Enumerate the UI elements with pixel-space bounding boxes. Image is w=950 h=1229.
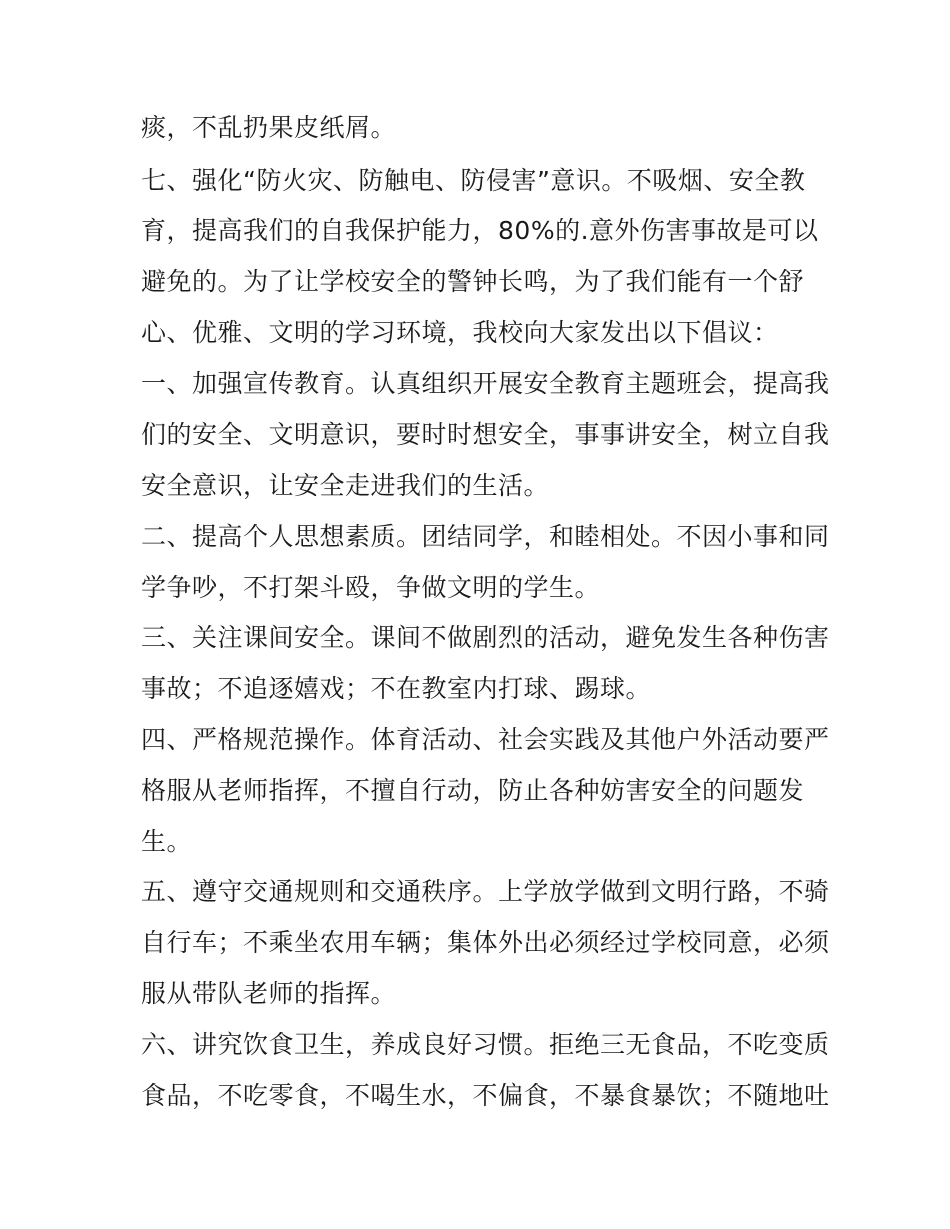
text-line: 生。 (141, 827, 193, 856)
text-line: 学争吵，不打架斗殴，争做文明的学生。 (141, 573, 601, 602)
text-line: 二、提高个人思想素质。团结同学，和睦相处。不因小事和同 (141, 522, 830, 551)
text-line: 七、强化“防火灾、防触电、防侵害”意识。不吸烟、安全教 (141, 166, 806, 195)
text-line: 避免的。为了让学校安全的警钟长鸣，为了我们能有一个舒 (141, 267, 805, 296)
text-line: 一、加强宣传教育。认真组织开展安全教育主题班会，提高我 (141, 369, 830, 398)
text-line: 食品，不吃零食，不喝生水，不偏食，不暴食暴饮；不随地吐 (141, 1081, 830, 1110)
text-line: 六、讲究饮食卫生，养成良好习惯。拒绝三无食品，不吃变质 (141, 1030, 830, 1059)
text-line: 们的安全、文明意识，要时时想安全，事事讲安全，树立自我 (141, 420, 830, 449)
text-line: 心、优雅、文明的学习环境，我校向大家发出以下倡议： (141, 318, 779, 347)
text-line: 三、关注课间安全。课间不做剧烈的活动，避免发生各种伤害 (141, 623, 830, 652)
text-line: 育，提高我们的自我保护能力，80%的.意外伤害事故是可以 (141, 216, 819, 245)
text-line: 自行车；不乘坐农用车辆；集体外出必须经过学校同意，必须 (141, 928, 830, 957)
text-line: 服从带队老师的指挥。 (141, 979, 397, 1008)
text-line: 事故；不追逐嬉戏；不在教室内打球、踢球。 (141, 674, 652, 703)
text-line: 痰，不乱扔果皮纸屑。 (141, 113, 397, 142)
text-line: 安全意识，让安全走进我们的生活。 (141, 471, 550, 500)
text-line: 五、遵守交通规则和交通秩序。上学放学做到文明行路，不骑 (141, 877, 830, 906)
text-line: 四、严格规范操作。体育活动、社会实践及其他户外活动要严 (141, 725, 830, 754)
text-line: 格服从老师指挥，不擅自行动，防止各种妨害安全的问题发 (141, 776, 805, 805)
